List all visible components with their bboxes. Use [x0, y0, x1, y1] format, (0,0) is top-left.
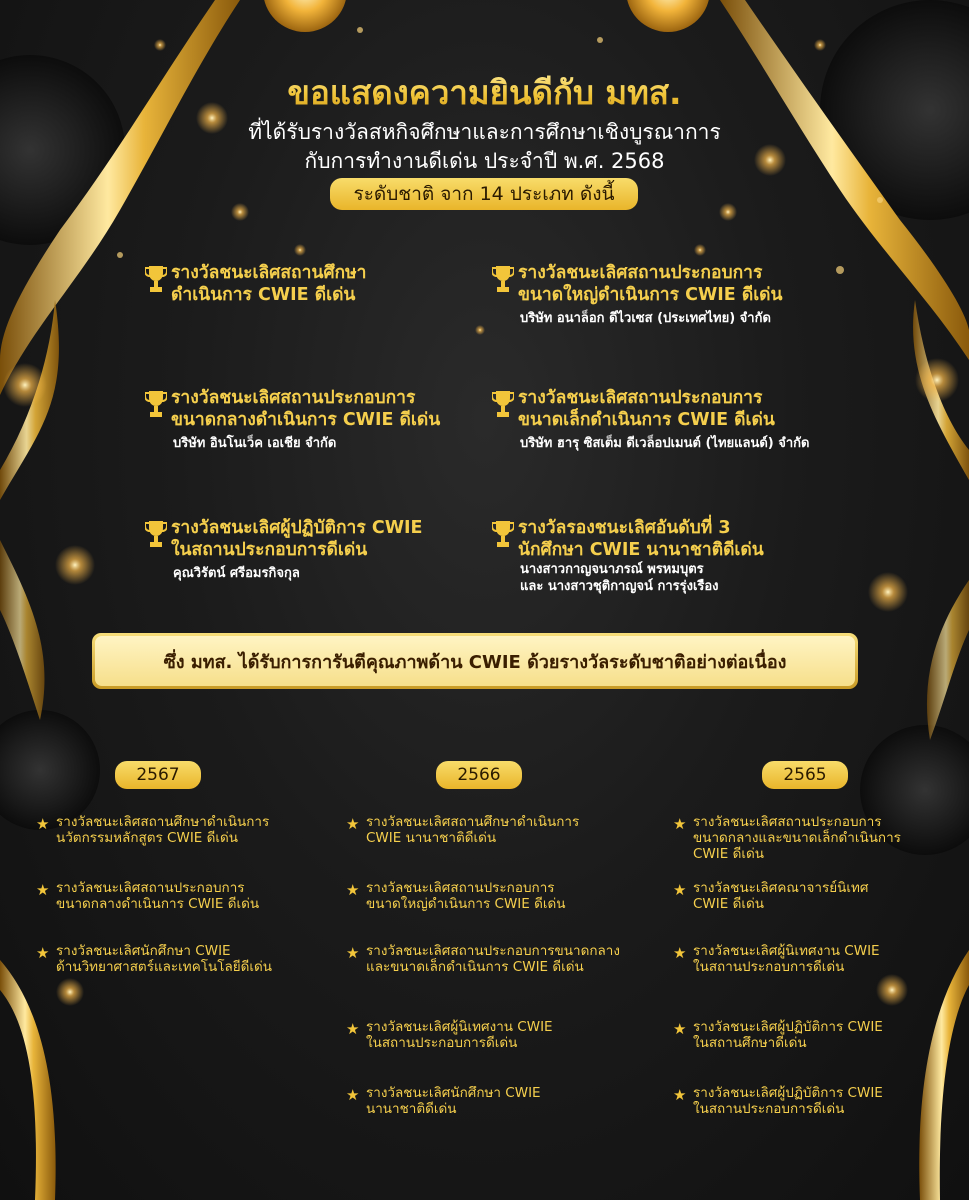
award-item	[145, 517, 475, 582]
award-winner: บริษัท อนาล็อก ดีไวเซส (ประเทศไทย) จำกัด	[520, 311, 771, 326]
award-title: รางวัลชนะเลิศผู้ปฏิบัติการ CWIE	[171, 518, 423, 538]
list-item	[346, 880, 636, 912]
star-icon: ★	[346, 1020, 360, 1038]
award-item	[492, 387, 872, 452]
list-item	[346, 943, 656, 975]
list-item-line: รางวัลชนะเลิศคณาจารย์นิเทศ	[693, 880, 869, 896]
star-icon: ★	[36, 881, 50, 899]
year-badge-2567: 2567	[115, 761, 201, 789]
award-title: รางวัลรองชนะเลิศอันดับที่ 3	[518, 518, 731, 538]
year-badge-2565: 2565	[762, 761, 848, 789]
list-item-line: ขนาดกลางดำเนินการ CWIE ดีเด่น	[56, 896, 260, 912]
list-item-line: รางวัลชนะเลิศสถานประกอบการขนาดกลาง	[366, 943, 620, 959]
trophy-icon	[145, 264, 167, 296]
list-item-line: นวัตกรรมหลักสูตร CWIE ดีเด่น	[56, 830, 238, 846]
trophy-icon	[492, 264, 514, 296]
list-item-line: รางวัลชนะเลิศผู้ปฏิบัติการ CWIE	[693, 1085, 883, 1101]
list-item	[346, 1019, 636, 1051]
award-item	[492, 262, 822, 327]
star-icon: ★	[36, 815, 50, 833]
list-item-line: รางวัลชนะเลิศสถานศึกษาดำเนินการ	[56, 814, 270, 830]
list-item-line: รางวัลชนะเลิศสถานศึกษาดำเนินการ	[366, 814, 580, 830]
star-icon: ★	[673, 1020, 687, 1038]
award-title: รางวัลชนะเลิศสถานประกอบการ	[171, 388, 416, 408]
list-item	[36, 814, 326, 846]
award-winner: บริษัท ฮารุ ซิสเต็ม ดีเวล็อปเมนต์ (ไทยแลนด์) จำกัด	[520, 436, 810, 451]
trophy-icon	[492, 389, 514, 421]
list-item-line: ขนาดกลางและขนาดเล็กดำเนินการ	[693, 830, 901, 846]
banner-text: ซึ่ง มทส. ได้รับการการันตีคุณภาพด้าน CWIE ด้วยรางวัลระดับชาติอย่างต่อเนื่อง	[95, 636, 855, 686]
list-item-line: รางวัลชนะเลิศนักศึกษา CWIE	[366, 1085, 541, 1101]
list-item-line: รางวัลชนะเลิศสถานประกอบการ	[693, 814, 882, 830]
award-title: รางวัลชนะเลิศสถานประกอบการ	[518, 263, 763, 283]
star-icon: ★	[673, 1086, 687, 1104]
award-winner: คุณวิรัตน์ ศรีอมรกิจกุล	[173, 566, 300, 581]
award-title: รางวัลชนะเลิศสถานประกอบการ	[518, 388, 763, 408]
award-title: นักศึกษา CWIE นานาชาติดีเด่น	[518, 540, 764, 560]
list-item	[673, 814, 943, 862]
list-item-line: ขนาดใหญ่ดำเนินการ CWIE ดีเด่น	[366, 896, 566, 912]
list-item-line: ในสถานประกอบการดีเด่น	[693, 959, 845, 975]
list-item	[673, 1019, 943, 1051]
list-item-line: และขนาดเล็กดำเนินการ CWIE ดีเด่น	[366, 959, 584, 975]
list-item-line: รางวัลชนะเลิศสถานประกอบการ	[366, 880, 555, 896]
award-title: ขนาดเล็กดำเนินการ CWIE ดีเด่น	[518, 410, 775, 430]
star-icon: ★	[36, 944, 50, 962]
award-title: รางวัลชนะเลิศสถานศึกษา	[171, 263, 367, 283]
list-item-line: CWIE นานาชาติดีเด่น	[366, 830, 497, 846]
star-icon: ★	[673, 881, 687, 899]
list-item-line: ในสถานประกอบการดีเด่น	[693, 1101, 845, 1117]
award-title: ดำเนินการ CWIE ดีเด่น	[171, 285, 356, 305]
trophy-icon	[145, 519, 167, 551]
subtitle-line-1: ที่ได้รับรางวัลสหกิจศึกษาและการศึกษาเชิงบูรณาการ	[248, 120, 721, 144]
subtitle-line-2: กับการทำงานดีเด่น ประจำปี พ.ศ. 2568	[304, 149, 665, 173]
list-item-line: รางวัลชนะเลิศผู้นิเทศงาน CWIE	[693, 943, 880, 959]
list-item-line: รางวัลชนะเลิศสถานประกอบการ	[56, 880, 245, 896]
list-item-line: ในสถานศึกษาดีเด่น	[693, 1035, 807, 1051]
page-title: ขอแสดงความยินดีกับ มทส.	[0, 66, 969, 119]
list-item-line: นานาชาติดีเด่น	[366, 1101, 457, 1117]
star-icon: ★	[346, 881, 360, 899]
star-icon: ★	[673, 815, 687, 833]
list-item-line: ในสถานประกอบการดีเด่น	[366, 1035, 518, 1051]
star-icon: ★	[346, 944, 360, 962]
award-title: ขนาดกลางดำเนินการ CWIE ดีเด่น	[171, 410, 441, 430]
award-winner: บริษัท อินโนเว็ค เอเชีย จำกัด	[173, 436, 337, 451]
award-title: ขนาดใหญ่ดำเนินการ CWIE ดีเด่น	[518, 285, 783, 305]
award-item	[145, 262, 475, 306]
list-item-line: ด้านวิทยาศาสตร์และเทคโนโลยีดีเด่น	[56, 959, 273, 975]
trophy-icon	[492, 519, 514, 551]
star-icon: ★	[346, 1086, 360, 1104]
star-icon: ★	[673, 944, 687, 962]
award-winner: นางสาวกาญจนาภรณ์ พรหมบุตร	[520, 562, 704, 577]
list-item	[36, 880, 326, 912]
star-icon: ★	[346, 815, 360, 833]
guarantee-banner	[92, 633, 858, 689]
award-item	[145, 387, 475, 452]
list-item-line: รางวัลชนะเลิศนักศึกษา CWIE	[56, 943, 231, 959]
list-item	[673, 943, 943, 975]
list-item	[346, 1085, 636, 1117]
list-item-line: รางวัลชนะเลิศผู้ปฏิบัติการ CWIE	[693, 1019, 883, 1035]
list-item	[346, 814, 636, 846]
award-winner: และ นางสาวชุติกาญจน์ การรุ่งเรือง	[520, 579, 719, 594]
award-item	[492, 517, 822, 595]
list-item	[36, 943, 326, 975]
list-item	[673, 880, 943, 912]
year-badge-2566: 2566	[436, 761, 522, 789]
level-badge: ระดับชาติ จาก 14 ประเภท ดังนี้	[330, 178, 638, 210]
list-item-line: รางวัลชนะเลิศผู้นิเทศงาน CWIE	[366, 1019, 553, 1035]
list-item	[673, 1085, 943, 1117]
list-item-line: CWIE ดีเด่น	[693, 846, 764, 862]
trophy-icon	[145, 389, 167, 421]
award-title: ในสถานประกอบการดีเด่น	[171, 540, 368, 560]
list-item-line: CWIE ดีเด่น	[693, 896, 764, 912]
